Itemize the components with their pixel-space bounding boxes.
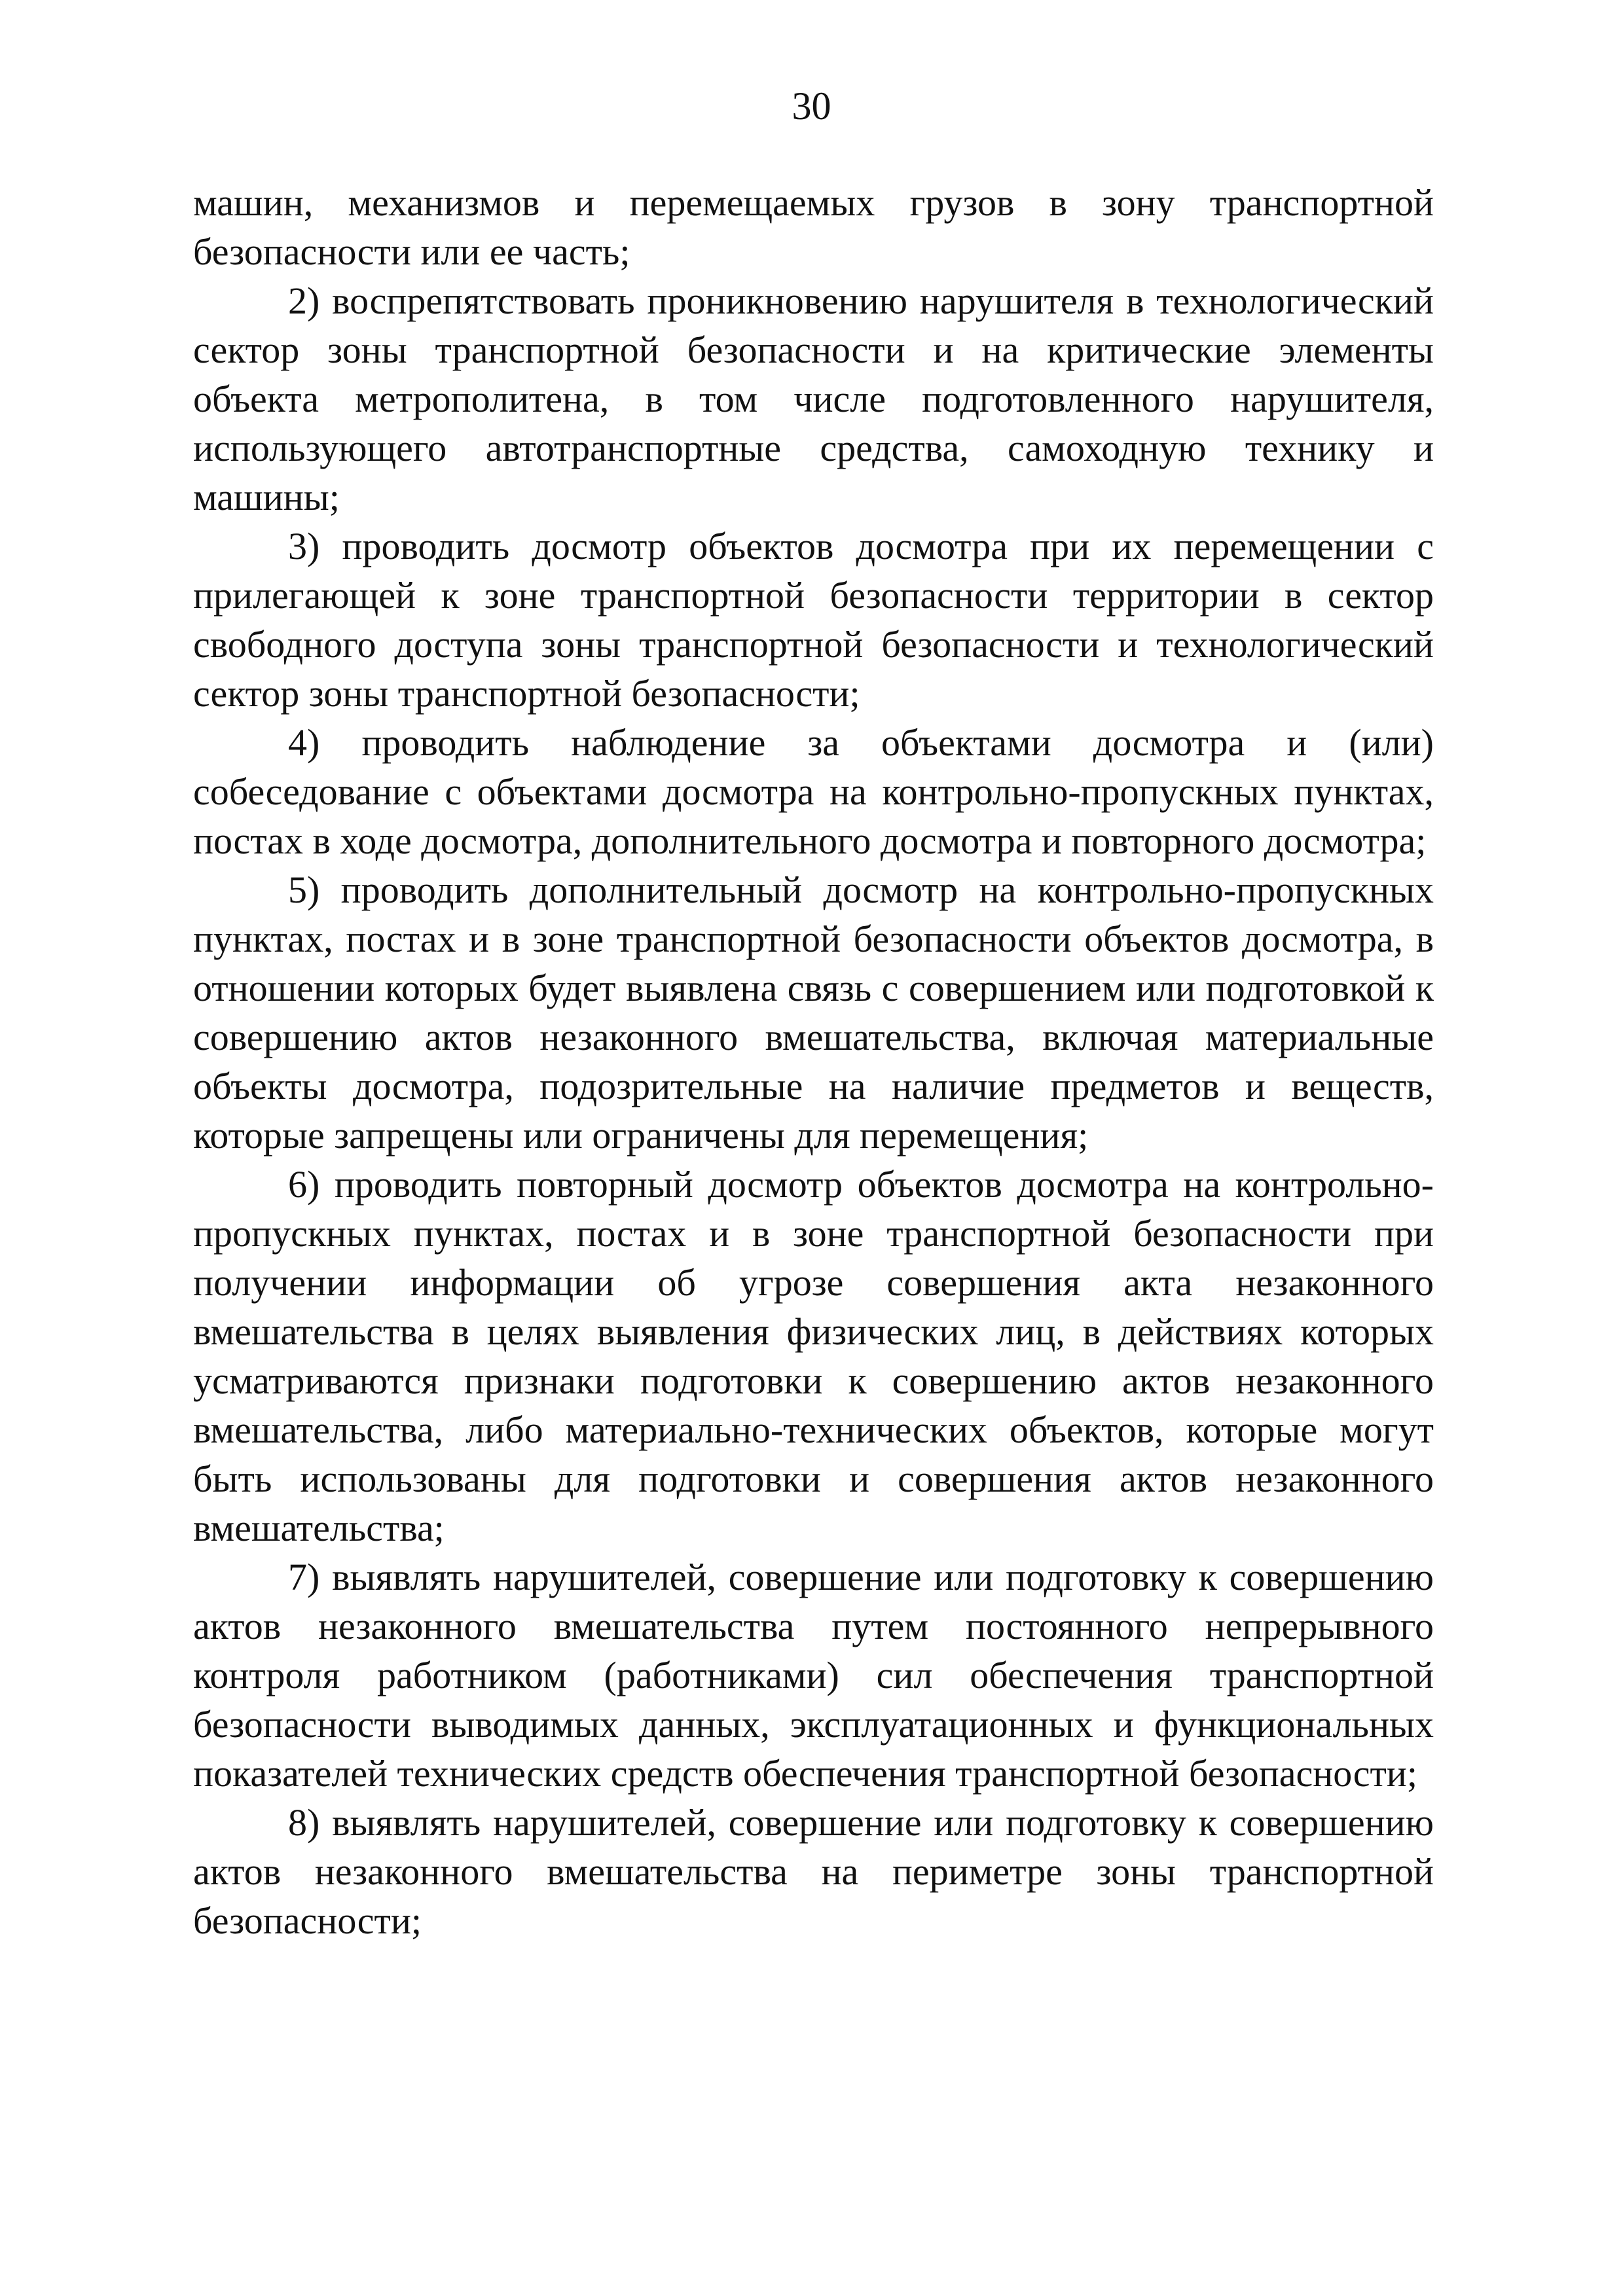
paragraph-item-6: 6) проводить повторный досмотр объектов досмотра на контрольно-пропускных пунктах, постах и в зоне транспортной безопасности при получении информации об угрозе совершения акта незаконного вмешательства в целях выявления физических лиц, в действиях которых усматриваются признаки подготовки к совершению актов незаконного вмешательства, либо материально-технических объектов, которые могут быть использованы для подготовки и совершения актов незаконного вмешательства; — [193, 1163, 1434, 1549]
page-number: 30 — [792, 84, 831, 128]
paragraph-item-2: 2) воспрепятствовать проникновению нарушителя в технологический сектор зоны транспортной безопасности и на критические элементы объекта метрополитена, в том числе подготовленного нарушителя, использующего автотранспортные средства, самоходную технику и машины; — [193, 279, 1434, 518]
paragraph-item-5: 5) проводить дополнительный досмотр на контрольно-пропускных пунктах, постах и в зоне транспортной безопасности объектов досмотра, в отношении которых будет выявлена связь с совершением или подготовкой к совершению актов незаконного вмешательства, включая материальные объекты досмотра, подозрительные на наличие предметов и веществ, которые запрещены или ограничены для перемещения; — [193, 869, 1434, 1157]
paragraph-item-3: 3) проводить досмотр объектов досмотра при их перемещении с прилегающей к зоне транспортной безопасности территории в сектор свободного доступа зоны транспортной безопасности и технологический сектор зоны транспортной безопасности; — [193, 525, 1434, 715]
document-body — [193, 178, 1434, 1945]
paragraph-item-8: 8) выявлять нарушителей, совершение или подготовку к совершению актов незаконного вмешательства на периметре зоны транспортной безопасности; — [193, 1801, 1434, 1942]
paragraph-continuation: машин, механизмов и перемещаемых грузов в зону транспортной безопасности или ее часть; — [193, 181, 1434, 273]
paragraph-item-4: 4) проводить наблюдение за объектами досмотра и (или) собеседование с объектами досмотра на контрольно-пропускных пунктах, постах в ходе досмотра, дополнительного досмотра и повторного досмотра; — [193, 721, 1434, 862]
paragraph-item-7: 7) выявлять нарушителей, совершение или подготовку к совершению актов незаконного вмешательства путем постоянного непрерывного контроля работником (работниками) сил обеспечения транспортной безопасности выводимых данных, эксплуатационных и функциональных показателей технических средств обеспечения транспортной безопасности; — [193, 1556, 1434, 1795]
